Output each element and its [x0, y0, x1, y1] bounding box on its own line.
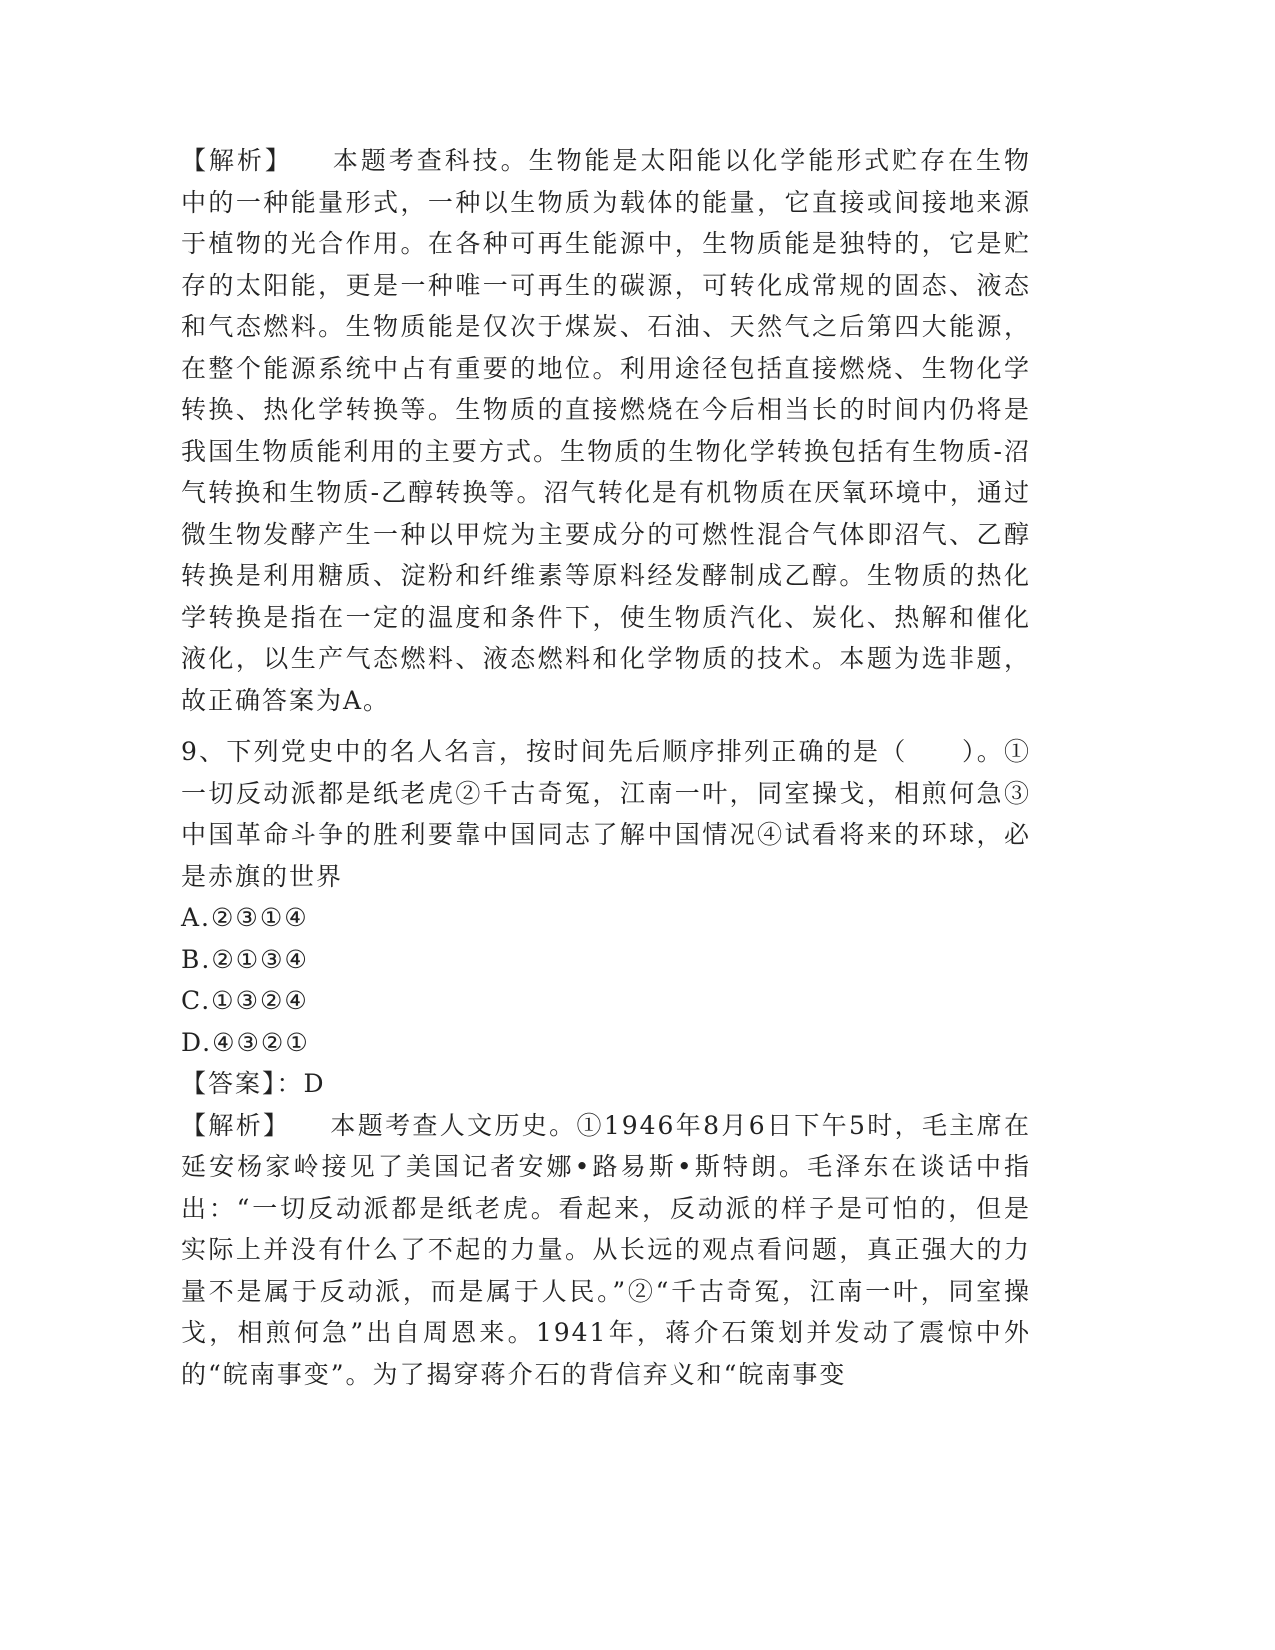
- option-d: D.④③②①: [181, 1027, 310, 1057]
- analysis-label-1: 【解析】: [181, 146, 293, 175]
- option-b: B.②①③④: [181, 944, 309, 974]
- option-c: C.①③②④: [181, 986, 309, 1015]
- answer-label: 【答案】: [181, 1069, 277, 1098]
- analysis-text-1: 本题考查科技。生物能是太阳能以化学能形式贮存在生物中的一种能量形式，一种以生物质为载体的能量，它直接或间接地来源于植物的光合作用。在各种可再生能源中，生物质能是独特的，它是贮存的太阳能，更是一种唯一可再生的碳源，可转化成常规的固态、液态和气态燃料。生物质能是仅次于煤炭、石油、天然气之后第四大能源，在整个能源系统中占有重要的地位。利用途径包括直接燃烧、生物化学转换、热化学转换等。生物质的直接燃烧在今后相当长的时间内仍将是我国生物质能利用的主要方式。生物质的生物化学转换包括有生物质-沼气转换和生物质-乙醇转换等。沼气转化是有机物质在厌氧环境中，通过微生物发酵产生一种以甲烷为主要成分的可燃性混合气体即沼气、乙醇转换是利用糖质、淀粉和纤维素等原料经发酵制成乙醇。生物质的热化学转换是指在一定的温度和条件下，使生物质汽化、炭化、热解和催化液化，以生产气态燃料、液态燃料和化学物质的技术。本题为选非题，故正确答案为A。: [181, 146, 1031, 715]
- answer-line: [181, 1063, 1031, 1105]
- analysis-paragraph-1: [181, 140, 1031, 721]
- analysis-text-2: 本题考查人文历史。①1946年8月6日下午5时，毛主席在延安杨家岭接见了美国记者安娜•路易斯•斯特朗。毛泽东在谈话中指出：“一切反动派都是纸老虎。看起来，反动派的样子是可怕的，但是实际上并没有什么了不起的力量。从长远的观点看问题，真正强大的力量不是属于反动派，而是属于人民。”②“千古奇冤，江南一叶，同室操戈，相煎何急”出自周恩来。1941年，蒋介石策划并发动了震惊中外的“皖南事变”。为了揭穿蒋介石的背信弃义和“皖南事变: [181, 1110, 1031, 1389]
- document-page: [181, 140, 1031, 1395]
- analysis-paragraph-2: [181, 1105, 1031, 1396]
- answer-value: ：D: [276, 1069, 326, 1098]
- option-a: A.②③①④: [181, 903, 309, 932]
- question-9-stem: 9、下列党史中的名人名言，按时间先后顺序排列正确的是（ ）。①一切反动派都是纸老虎②千古奇冤，江南一叶，同室操戈，相煎何急③中国革命斗争的胜利要靠中国同志了解中国情况④试看将来的环球，必是赤旗的世界: [181, 737, 1031, 891]
- analysis-label-2: 【解析】: [181, 1110, 291, 1140]
